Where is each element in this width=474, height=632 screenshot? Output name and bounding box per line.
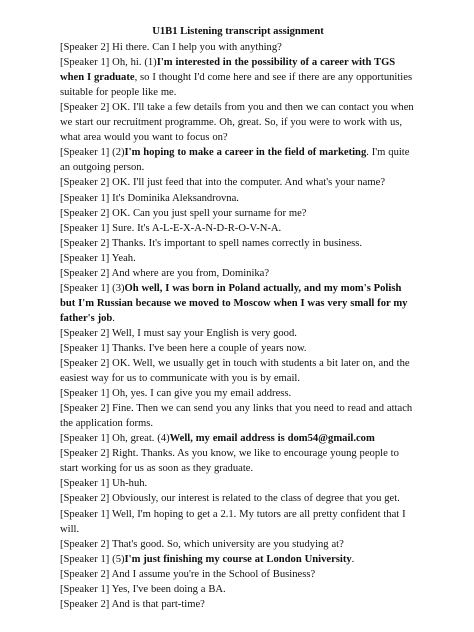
answer-text: I'm hoping to make a career in the field of marketing: [124, 147, 367, 159]
transcript-line: [60, 221, 416, 236]
line-text: [Speaker 1] Oh, hi. (1): [60, 57, 157, 69]
answer-text: Oh well, I was born in Poland actually, and my mom's Polish but I'm Russian because we moved to Moscow when I was very small for my father's job: [60, 282, 408, 324]
transcript-line: [60, 537, 416, 552]
transcript-body: [60, 40, 416, 612]
transcript-line: [60, 431, 416, 446]
line-text: [Speaker 2] OK. I'll take a few details from you and then we can contact you when we start our recruitment programme. Oh, great. So, if you were to work with us, what area would you want to focus on?: [60, 102, 414, 144]
transcript-line: [60, 597, 416, 612]
line-text: [Speaker 2] That's good. So, which university are you studying at?: [60, 538, 344, 550]
transcript-line: [60, 266, 416, 281]
transcript-line: [60, 356, 416, 386]
transcript-line: [60, 145, 416, 175]
line-text: [Speaker 1] Yes, I've been doing a BA.: [60, 583, 226, 595]
transcript-line: [60, 40, 416, 55]
line-text-continued: .: [351, 553, 355, 565]
line-text: [Speaker 2] Thanks. It's important to spell names correctly in business.: [60, 237, 363, 249]
transcript-line: [60, 175, 416, 190]
transcript-line: [60, 491, 416, 506]
document-title: U1B1 Listening transcript assignment: [152, 26, 324, 37]
transcript-line: [60, 567, 416, 582]
transcript-line: [60, 55, 416, 100]
line-text: [Speaker 2] Obviously, our interest is related to the class of degree that you get.: [60, 493, 400, 505]
line-text: [Speaker 1] (5): [60, 553, 125, 565]
line-text-continued: . I'm quite an outgoing person.: [60, 147, 410, 174]
line-text-continued: .: [112, 312, 115, 324]
line-text: [Speaker 1] It's Dominika Aleksandrovna.: [60, 192, 239, 204]
answer-text: I'm interested in the possibility of a career with TGS when I graduate: [60, 57, 396, 84]
answer-text: Well, my email address is dom54@gmail.com: [169, 433, 375, 445]
line-text: [Speaker 1] Well, I'm hoping to get a 2.1. My tutors are all pretty confident that I will.: [60, 508, 406, 535]
transcript-line: [60, 552, 416, 567]
transcript-line: [60, 476, 416, 491]
transcript-line: [60, 326, 416, 341]
line-text: [Speaker 1] (3): [60, 282, 125, 294]
line-text: [Speaker 2] Well, I must say your English is very good.: [60, 327, 297, 339]
line-text: [Speaker 1] Sure. It's A-L-E-X-A-N-D-R-O-V-N-A.: [60, 222, 282, 234]
transcript-line: [60, 281, 416, 326]
line-text: [Speaker 1] Uh-huh.: [60, 478, 148, 490]
line-text: [Speaker 1] Thanks. I've been here a couple of years now.: [60, 342, 307, 354]
line-text: [Speaker 1] Yeah.: [60, 252, 136, 264]
transcript-line: [60, 191, 416, 206]
transcript-line: [60, 582, 416, 597]
transcript-line: [60, 401, 416, 431]
line-text: [Speaker 2] OK. Can you just spell your surname for me?: [60, 207, 307, 219]
transcript-line: [60, 507, 416, 537]
transcript-line: [60, 446, 416, 476]
answer-text: I'm just finishing my course at London University: [124, 553, 352, 565]
line-text: [Speaker 2] And I assume you're in the School of Business?: [60, 568, 316, 580]
line-text: [Speaker 1] Oh, great. (4): [60, 433, 170, 445]
transcript-line: [60, 236, 416, 251]
line-text: [Speaker 2] Right. Thanks. As you know, we like to encourage young people to start working for us as soon as they graduate.: [60, 448, 399, 475]
line-text-continued: , so I thought I'd come here and see if there are any opportunities suitable for people like me.: [60, 72, 413, 99]
line-text: [Speaker 2] And is that part-time?: [60, 598, 205, 610]
line-text: [Speaker 2] OK. Well, we usually get in touch with students a bit later on, and the easiest way for us to communicate with you is by email.: [60, 358, 410, 385]
line-text: [Speaker 2] Fine. Then we can send you any links that you need to read and attach the application forms.: [60, 403, 413, 430]
line-text: [Speaker 1] Oh, yes. I can give you my email address.: [60, 388, 292, 400]
line-text: [Speaker 2] Hi there. Can I help you with anything?: [60, 42, 282, 54]
transcript-line: [60, 386, 416, 401]
transcript-line: [60, 341, 416, 356]
line-text: [Speaker 1] (2): [60, 147, 125, 159]
transcript-line: [60, 100, 416, 145]
line-text: [Speaker 2] And where are you from, Dominika?: [60, 267, 270, 279]
transcript-line: [60, 206, 416, 221]
transcript-line: [60, 251, 416, 266]
line-text: [Speaker 2] OK. I'll just feed that into the computer. And what's your name?: [60, 177, 386, 189]
